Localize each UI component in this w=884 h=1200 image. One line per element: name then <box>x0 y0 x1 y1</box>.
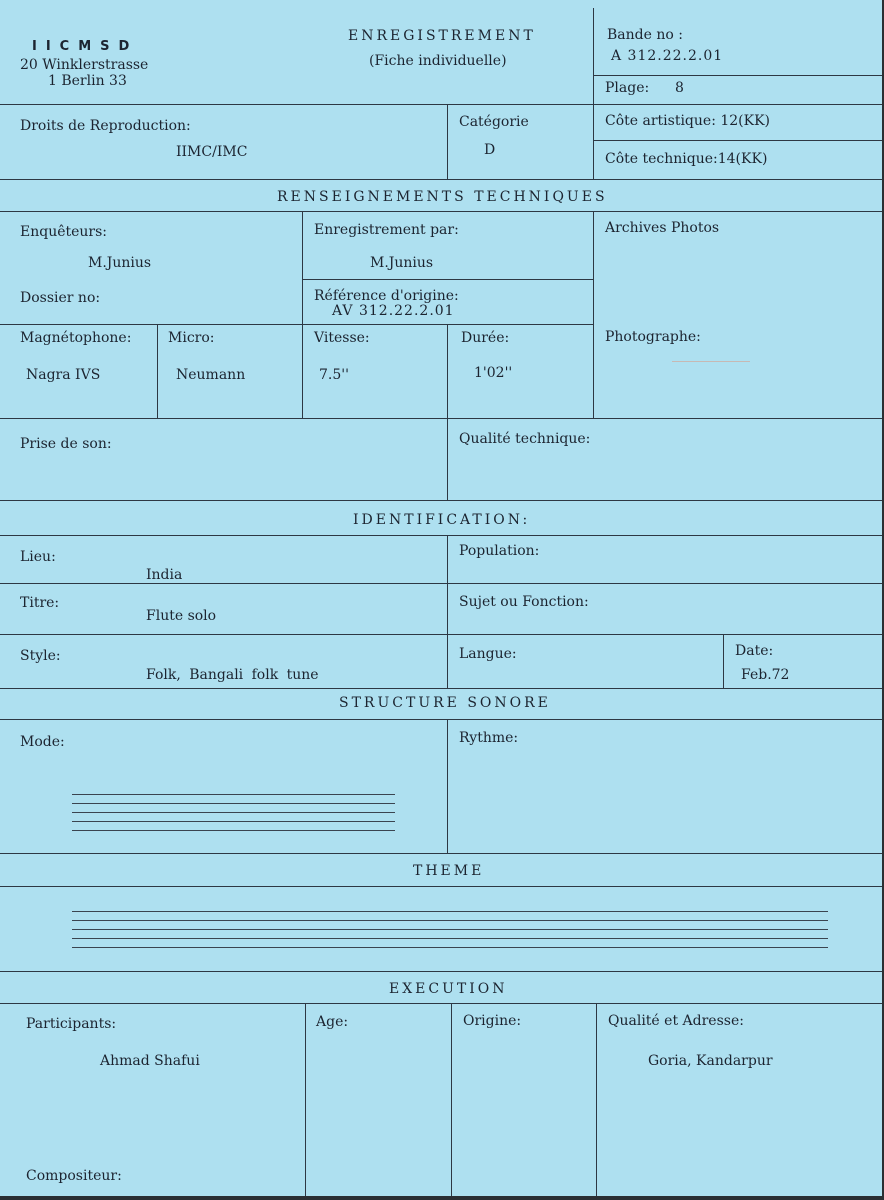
mode-staff-line <box>72 794 395 795</box>
rule-header-bottom <box>0 104 593 105</box>
droits-label: Droits de Reproduction: <box>20 118 191 134</box>
rule-equipment-bottom <box>0 418 882 419</box>
rule-execution-title-bottom <box>0 1003 882 1004</box>
qualite-technique-label: Qualité technique: <box>459 431 591 447</box>
rule-qualite-left <box>447 418 448 500</box>
micro-value: Neumann <box>176 367 246 383</box>
rule-plage-cote <box>593 104 882 105</box>
bande-label: Bande no : <box>607 27 683 43</box>
org-city: 1 Berlin 33 <box>48 73 127 89</box>
rule-qualite-adresse-left <box>596 1003 597 1196</box>
cote-artistique: Côte artistique: 12(KK) <box>605 113 771 129</box>
execution-section-title: EXECUTION <box>389 981 508 997</box>
bande-value: A 312.22.2.01 <box>611 48 724 64</box>
date-value: Feb.72 <box>741 667 790 683</box>
enqueteurs-label: Enquêteurs: <box>20 224 108 240</box>
org-street: 20 Winklerstrasse <box>20 57 149 73</box>
rule-categorie-left <box>447 104 448 179</box>
rule-micro-left <box>157 324 158 418</box>
titre-label: Titre: <box>20 595 60 611</box>
rule-origine-left <box>451 1003 452 1196</box>
rule-theme-bottom <box>0 971 882 972</box>
reference-label: Référence d'origine: <box>314 288 459 304</box>
rule-cote-split <box>593 140 882 141</box>
droits-value: IIMC/IMC <box>176 144 248 160</box>
form-title: ENREGISTREMENT <box>348 28 536 44</box>
photographe-mark <box>672 361 750 362</box>
rule-style-bottom <box>0 688 882 689</box>
qualite-adresse-value: Goria, Kandarpur <box>648 1053 773 1069</box>
rule-identification-title-bottom <box>0 535 882 536</box>
mode-staff-line <box>72 830 395 831</box>
theme-section-title: THEME <box>413 863 485 879</box>
rule-prise-bottom <box>0 500 882 501</box>
mode-staff-line <box>72 821 395 822</box>
theme-staff-line <box>72 920 828 921</box>
rule-technical-title-bottom <box>0 211 882 212</box>
participants-value: Ahmad Shafui <box>100 1053 200 1069</box>
mode-staff-line <box>72 812 395 813</box>
categorie-label: Catégorie <box>459 114 529 130</box>
rule-age-left <box>305 1003 306 1196</box>
technical-section-title: RENSEIGNEMENTS TECHNIQUES <box>277 189 608 205</box>
archives-label: Archives Photos <box>605 220 720 236</box>
dossier-label: Dossier no: <box>20 290 101 306</box>
rule-header-right <box>593 8 594 179</box>
style-value: Folk, Bangali folk tune <box>146 667 319 683</box>
form-subtitle: (Fiche individuelle) <box>369 53 507 69</box>
cote-technique: Côte technique:14(KK) <box>605 151 768 167</box>
mode-staff-line <box>72 803 395 804</box>
participants-label: Participants: <box>26 1016 117 1032</box>
lieu-value: India <box>146 567 183 583</box>
duree-value: 1'02'' <box>474 365 513 381</box>
rule-bande-plage <box>593 75 882 76</box>
rule-identification-split <box>447 535 448 688</box>
rule-enqueteurs-split <box>302 279 593 280</box>
magnetophone-label: Magnétophone: <box>20 330 132 346</box>
rule-structure-bottom <box>0 853 882 854</box>
org-name: IICMSD <box>32 39 139 54</box>
rule-structure-title-bottom <box>0 719 882 720</box>
categorie-value: D <box>484 142 496 158</box>
origine-label: Origine: <box>463 1013 522 1029</box>
magnetophone-value: Nagra IVS <box>26 367 101 383</box>
theme-staff-line <box>72 929 828 930</box>
age-label: Age: <box>316 1014 349 1030</box>
population-label: Population: <box>459 543 540 559</box>
vitesse-label: Vitesse: <box>314 330 370 346</box>
micro-label: Micro: <box>168 330 215 346</box>
rule-archives-left <box>593 211 594 418</box>
enregistrement-par-value: M.Junius <box>370 255 434 271</box>
duree-label: Durée: <box>461 330 510 346</box>
rythme-label: Rythme: <box>459 730 519 746</box>
qualite-adresse-label: Qualité et Adresse: <box>608 1013 744 1029</box>
reference-value: AV 312.22.2.01 <box>332 303 455 319</box>
theme-staff-line <box>72 938 828 939</box>
rule-titre-bottom <box>0 634 882 635</box>
rule-enqueteurs-right <box>302 211 303 418</box>
compositeur-label: Compositeur: <box>26 1168 122 1184</box>
enqueteurs-value: M.Junius <box>88 255 152 271</box>
rule-rythme-left <box>447 719 448 853</box>
rule-technical-top <box>0 179 882 180</box>
enregistrement-par-label: Enregistrement par: <box>314 222 459 238</box>
mode-label: Mode: <box>20 734 65 750</box>
plage-value: 8 <box>675 80 684 96</box>
vitesse-value: 7.5'' <box>319 367 349 383</box>
rule-duree-left <box>447 324 448 418</box>
lieu-label: Lieu: <box>20 549 56 565</box>
style-label: Style: <box>20 648 61 664</box>
rule-date-left <box>723 634 724 688</box>
rule-dossier-bottom <box>0 324 593 325</box>
date-label: Date: <box>735 643 774 659</box>
titre-value: Flute solo <box>146 608 217 624</box>
structure-section-title: STRUCTURE SONORE <box>339 695 551 711</box>
theme-staff-line <box>72 911 828 912</box>
theme-staff-line <box>72 947 828 948</box>
langue-label: Langue: <box>459 646 517 662</box>
prise-label: Prise de son: <box>20 436 112 452</box>
identification-section-title: IDENTIFICATION: <box>353 512 531 528</box>
rule-theme-title-bottom <box>0 886 882 887</box>
sujet-label: Sujet ou Fonction: <box>459 594 589 610</box>
photographe-label: Photographe: <box>605 329 701 345</box>
rule-lieu-bottom <box>0 583 882 584</box>
plage-label: Plage: <box>605 80 650 96</box>
